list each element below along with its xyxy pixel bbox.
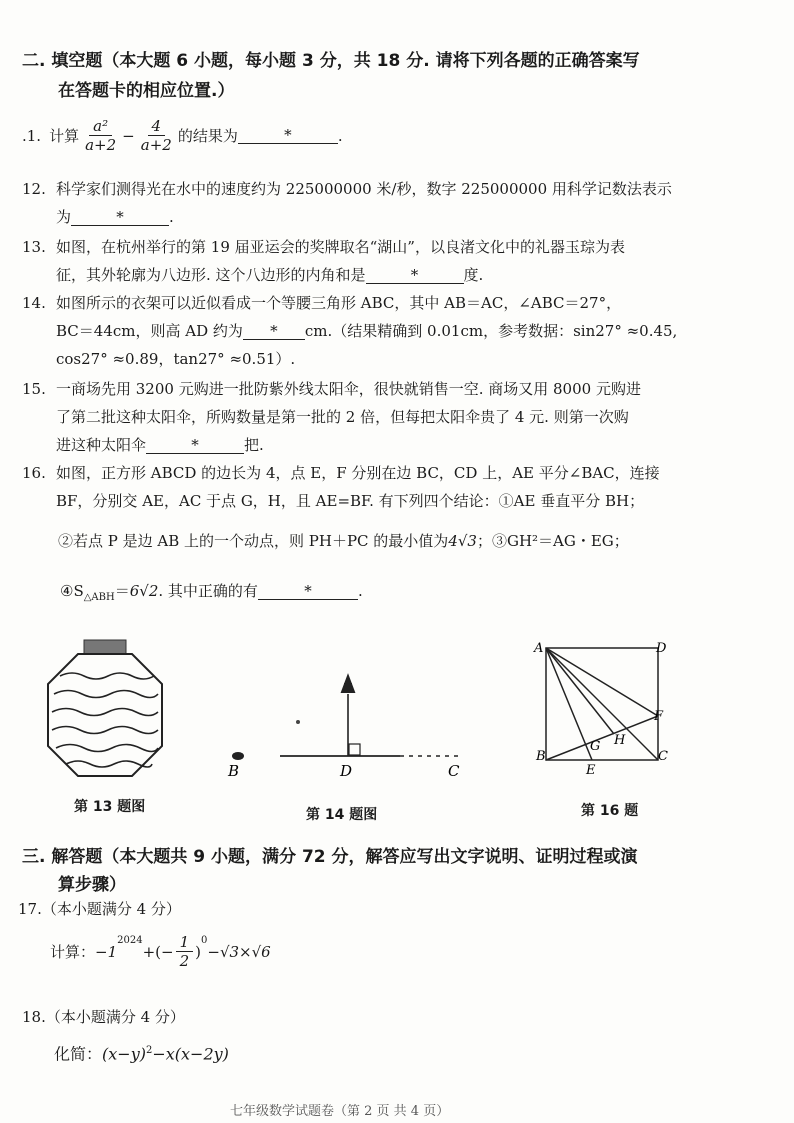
q17-header: 17.（本小题满分 4 分） xyxy=(18,900,181,918)
q15-number: 15. xyxy=(22,380,46,398)
q13-line2-prefix: 征，其外轮廓为八边形. 这个八边形的内角和是 xyxy=(56,266,366,284)
label-d: D xyxy=(340,762,353,780)
dust-dot xyxy=(296,720,300,724)
q18-expr-a: (x−y) xyxy=(102,1044,146,1064)
section2-title-line2: 在答题卡的相应位置.） xyxy=(58,81,235,101)
q11-fraction-2 xyxy=(137,118,176,154)
q16-end: . xyxy=(357,582,363,600)
jade-cap xyxy=(84,640,126,654)
q17-fraction xyxy=(176,934,194,970)
q18-label: 化简： xyxy=(54,1044,103,1064)
q15-line2: 了第二批这种太阳伞，所购数量是第一批的 2 倍，但每把太阳伞贵了 4 元. 则第一次购 xyxy=(56,408,629,426)
label-b: B xyxy=(228,762,240,780)
q15-line1: 一商场先用 3200 元购进一批防紫外线太阳伞，很快就销售一空. 商场又用 8000 元购进 xyxy=(56,380,641,398)
q14-line2-suffix: cm.（结果精确到 0.01cm，参考数据：sin27° ≈0.45, xyxy=(304,322,678,340)
q18-header: 18.（本小题满分 4 分） xyxy=(22,1008,185,1026)
q15-answer-blank[interactable]: * xyxy=(146,438,244,454)
segment-bf xyxy=(546,716,658,760)
q14-number: 14. xyxy=(22,294,46,312)
q16-line4-sub: △ABH xyxy=(83,592,115,603)
q17-exp2: 0 xyxy=(201,935,208,946)
q17-expr-a: −1 xyxy=(95,942,118,961)
q18-expression xyxy=(54,1046,229,1062)
label-h: H xyxy=(614,733,626,748)
q16-line2: BF，分别交 AE，AC 于点 G，H，且 AE=BF. 有下列四个结论：①AE 垂直平分 BH； xyxy=(56,492,645,510)
point-b-mark xyxy=(232,752,244,760)
figure-14-caption: 第 14 题图 xyxy=(306,807,378,823)
q16-number: 16. xyxy=(22,464,46,482)
figure-13-caption: 第 13 题图 xyxy=(74,799,146,815)
label-e: E xyxy=(586,763,596,778)
diagonal-ac xyxy=(546,648,658,760)
q12-line1: 科学家们测得光在水中的速度约为 225000000 米/秒，数字 225000000 用科学记数法表示 xyxy=(56,180,672,198)
q17-frac-numerator: 1 xyxy=(176,934,194,952)
q11-frac1-numerator: a² xyxy=(89,118,112,136)
q12-number: 12. xyxy=(22,180,46,198)
page-footer: 七年级数学试题卷（第 2 页 共 4 页） xyxy=(230,1104,450,1119)
q18-expr-b: −x(x−2y) xyxy=(152,1044,229,1064)
right-angle-mark xyxy=(349,744,360,755)
q15-line3-prefix: 进这种太阳伞 xyxy=(56,436,147,454)
q17-exp: 2024 xyxy=(117,935,143,946)
q12-end: . xyxy=(169,208,174,226)
q11-frac1-denominator: a+2 xyxy=(85,136,117,155)
q17-expr-b: +(− xyxy=(142,942,174,961)
q16-line4-c: . 其中正确的有 xyxy=(158,582,258,600)
q14-line1: 如图所示的衣架可以近似看成一个等腰三角形 ABC，其中 AB＝AC，∠ABC＝27°， xyxy=(56,294,622,312)
figure-14-hanger xyxy=(220,670,470,782)
section3-title-line1: 三. 解答题（本大题共 9 小题，满分 72 分，解答应写出文字说明、证明过程或演 xyxy=(22,847,638,867)
q14-answer-blank[interactable]: * xyxy=(243,324,305,340)
q14-line2-prefix: BC＝44cm，则高 AD 约为 xyxy=(56,322,243,340)
q11-suffix: 的结果为 xyxy=(177,126,238,145)
figure-13-octagon xyxy=(40,636,170,796)
q15-line3 xyxy=(56,438,264,454)
section3-title-line2: 算步骤） xyxy=(58,875,126,895)
q16-line4-val: 6√2 xyxy=(129,582,159,600)
segment-ae xyxy=(546,648,592,760)
q17-expr-d: −√3×√6 xyxy=(207,942,271,961)
q16-answer-blank[interactable]: * xyxy=(258,584,358,600)
q16-line3-a: ②若点 P 是边 AB 上的一个动点，则 PH＋PC 的最小值为 xyxy=(58,532,449,550)
label-c-16: C xyxy=(658,749,668,764)
label-b-16: B xyxy=(536,749,546,764)
q14-line2 xyxy=(56,324,677,340)
q13-line1: 如图，在杭州举行的第 19 届亚运会的奖牌取名“湖山”，以良渚文化中的礼器玉琮为表 xyxy=(56,238,625,256)
q12-line2-prefix: 为 xyxy=(56,208,72,226)
q16-line1: 如图，正方形 ABCD 的边长为 4，点 E，F 分别在边 BC，CD 上，AE 平分∠BAC，连接 xyxy=(56,464,660,482)
q11-frac2-numerator: 4 xyxy=(148,118,166,136)
q13-answer-blank[interactable]: * xyxy=(366,268,464,284)
q16-line4-a: ④S xyxy=(60,582,84,600)
q16-line4-b: ＝ xyxy=(114,582,130,600)
q11-answer-blank[interactable]: * xyxy=(238,128,338,144)
q13-end: 度. xyxy=(463,266,484,284)
q16-line3-c: ；③GH²＝AG・EG； xyxy=(476,532,629,550)
label-d-16: D xyxy=(656,641,667,656)
q17-label: 计算： xyxy=(50,942,96,961)
label-f: F xyxy=(654,709,664,724)
segment-ah xyxy=(546,648,614,734)
figure-16-caption: 第 16 题 xyxy=(581,803,639,819)
q11-end: . xyxy=(337,126,343,145)
q14-line3: cos27° ≈0.89，tan27° ≈0.51）. xyxy=(56,350,296,368)
q11-minus: − xyxy=(122,126,135,145)
q16-line3 xyxy=(58,534,629,549)
q12-line2 xyxy=(56,210,174,226)
question-11 xyxy=(22,118,343,154)
q11-frac2-denominator: a+2 xyxy=(140,136,172,155)
q16-line3-b: 4√3 xyxy=(448,532,477,550)
q11-prefix: 计算 xyxy=(49,126,80,145)
label-a: A xyxy=(534,641,544,656)
q13-line2 xyxy=(56,268,483,284)
hanger-apex-a xyxy=(342,676,354,692)
q18-exp: 2 xyxy=(145,1045,153,1056)
q17-expr-c: ) xyxy=(195,942,201,961)
section2-title-line1: 二. 填空题（本大题 6 小题，每小题 3 分，共 18 分. 请将下列各题的正确答案写 xyxy=(22,51,640,71)
q11-fraction-1 xyxy=(81,118,120,154)
q15-end: 把. xyxy=(244,436,264,454)
q11-number: .1. xyxy=(22,126,42,145)
label-c: C xyxy=(448,762,460,780)
q13-number: 13. xyxy=(22,238,46,256)
segment-af xyxy=(546,648,658,716)
label-g: G xyxy=(590,739,601,754)
figure-16-square xyxy=(530,636,680,780)
q16-line4 xyxy=(60,584,363,603)
q12-answer-blank[interactable]: * xyxy=(71,210,169,226)
q17-expression xyxy=(50,934,271,970)
q17-frac-denominator: 2 xyxy=(179,952,190,971)
